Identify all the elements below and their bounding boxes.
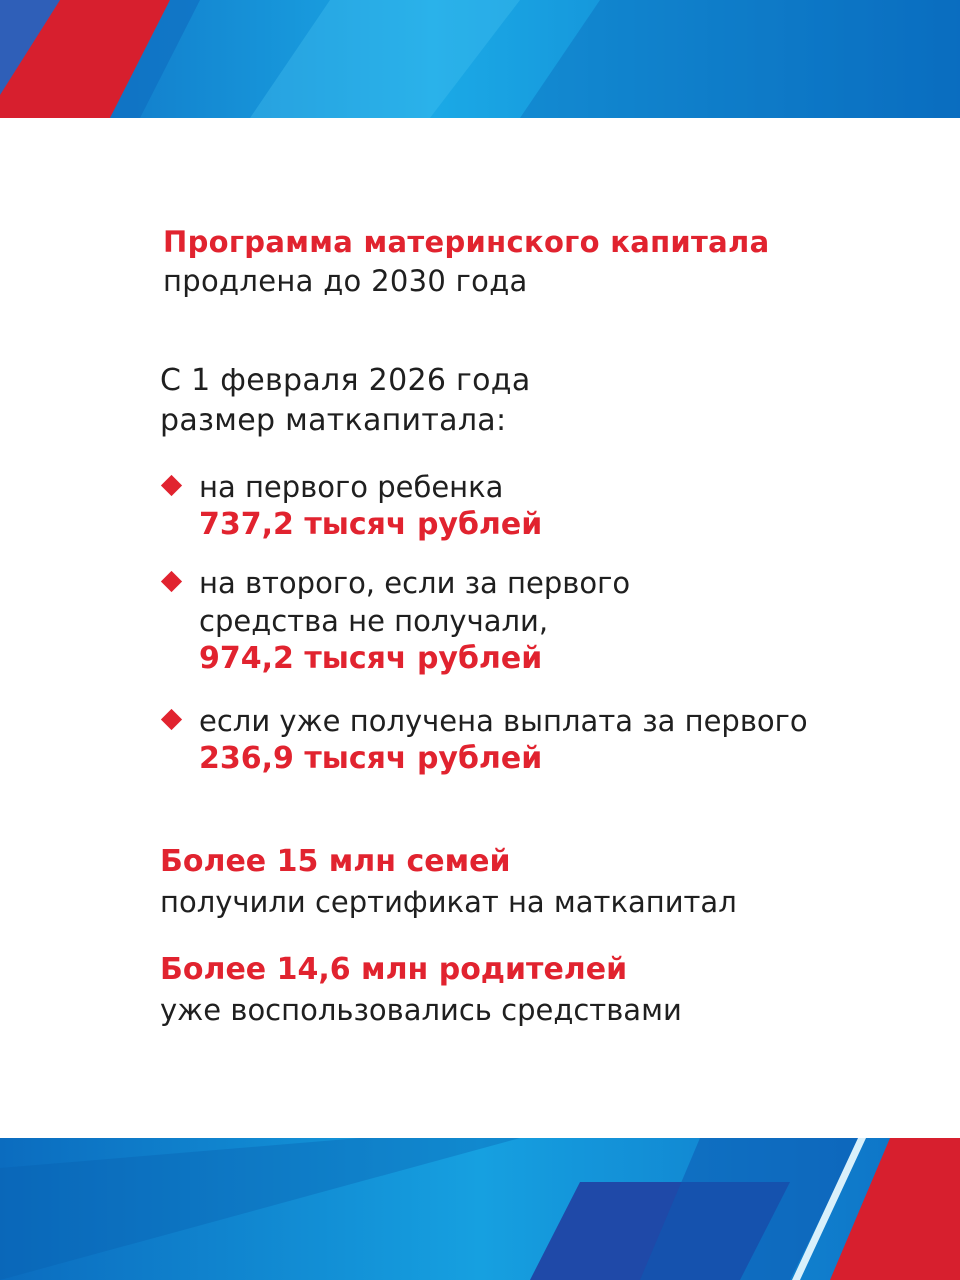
bullet-text-line: на первого ребенка [199,470,504,504]
stat-text: получили сертификат на маткапитал [160,885,737,919]
bullet-text-line: если уже получена выплата за первого [199,704,808,738]
diamond-bullet-icon [161,709,182,730]
bullet-text-line: на второго, если за первого [199,566,631,600]
bullet-amount: 236,9 тысяч рублей [199,741,543,776]
bullet-amount: 974,2 тысяч рублей [199,641,543,676]
intro-line-2: размер маткапитала: [160,403,507,438]
bullet-amount: 737,2 тысяч рублей [199,507,543,542]
headline-subtitle: продлена до 2030 года [163,264,528,298]
diamond-bullet-icon [161,475,182,496]
stat-text: уже воспользовались средствами [160,993,682,1027]
headline-title: Программа материнского капитала [163,225,770,259]
stat-families [160,842,737,922]
bullet-text-line: средства не получали, [199,604,549,638]
stat-highlight: Более 15 млн семей [160,844,511,879]
intro-line-1: С 1 февраля 2026 года [160,363,531,398]
bottom-band-graphic [0,1138,960,1280]
intro [160,361,531,441]
headline [163,223,769,301]
stat-highlight: Более 14,6 млн родителей [160,952,628,987]
stat-parents [160,950,682,1030]
bottom-decorative-band [0,1138,960,1280]
diamond-bullet-icon [161,571,182,592]
